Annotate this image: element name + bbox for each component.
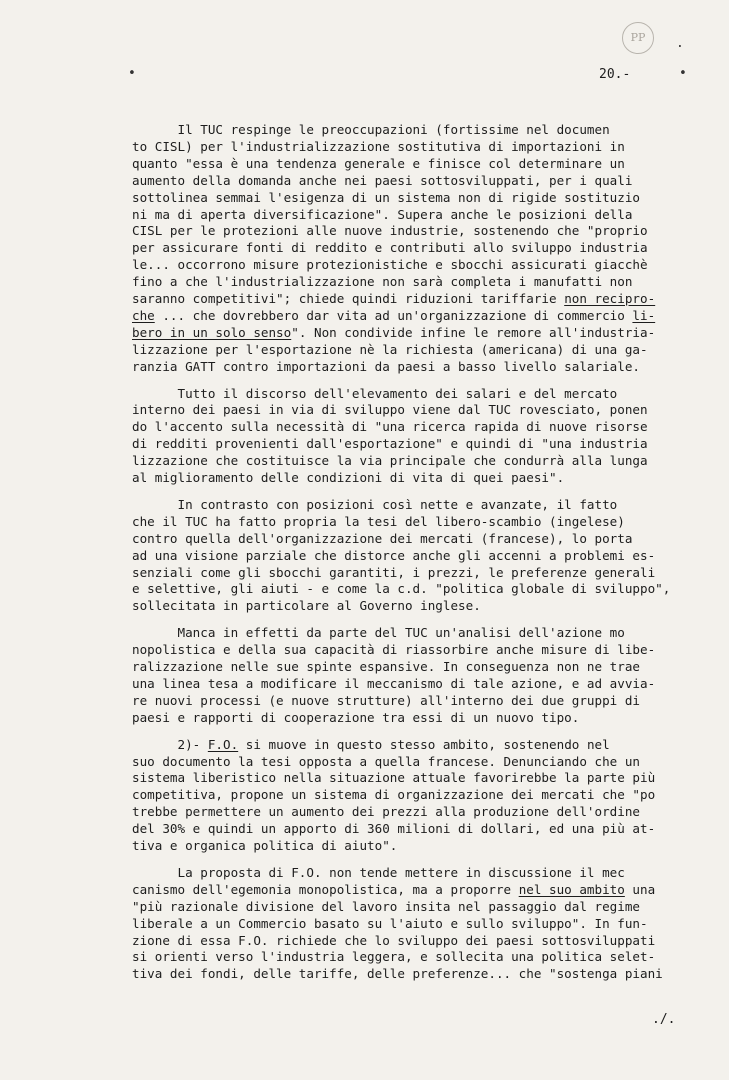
text-line <box>132 291 717 307</box>
text-segment: una <box>624 881 656 897</box>
text-segment: ralizzazione nelle sue spinte espansive. In conseguenza non ne trae <box>132 659 640 674</box>
text-line <box>132 865 717 881</box>
margin-dot: • <box>679 66 687 81</box>
text-segment: In contrasto con posizioni così nette e avanzate, il fatto <box>132 496 618 512</box>
text-segment: sollecitata in particolare al Governo inglese. <box>132 598 481 614</box>
underlined-text: li- <box>632 307 656 323</box>
text-line <box>132 754 717 770</box>
text-segment: do l'accento sulla necessità di "una ricerca rapida di nuove risorse <box>132 419 648 435</box>
text-segment: interno dei paesi in via di sviluppo viene dal TUC rovesciato, ponen <box>132 402 648 418</box>
text-line <box>132 659 717 675</box>
text-segment: ni ma di aperta diversificazione". Supera anche le posizioni della <box>132 206 633 222</box>
text-line <box>132 531 717 547</box>
text-line <box>132 156 717 172</box>
text-segment: aumento della domanda anche nei paesi sottosviluppati, per i quali <box>132 172 633 188</box>
text-line <box>132 676 717 692</box>
text-line <box>132 882 717 898</box>
text-segment: Il TUC respinge le preoccupazioni (fortissime nel documen <box>132 122 610 137</box>
text-line <box>132 966 717 982</box>
text-segment: to CISL) per l'industrializzazione sostitutiva di importazioni in <box>132 138 625 154</box>
text-line <box>132 737 717 753</box>
text-segment: Tutto il discorso dell'elevamento dei salari e del mercato <box>132 385 618 401</box>
text-line <box>132 190 717 206</box>
text-segment: senziali come gli sbocchi garantiti, i prezzi, le preferenze generali <box>132 564 656 580</box>
text-line <box>132 436 717 452</box>
text-segment: tiva dei fondi, delle tariffe, delle preferenze... che "sostenga piani <box>132 966 663 982</box>
text-line <box>132 933 717 949</box>
text-line <box>132 770 717 786</box>
underlined-text: non recipro- <box>564 291 656 306</box>
text-segment: ... che dovrebbero dar vita ad un'organizzazione di commercio <box>154 307 633 323</box>
text-segment: 2)- <box>132 736 208 752</box>
text-segment: ad una visione parziale che distorce anche gli accenni a problemi es- <box>132 547 656 563</box>
text-segment: quanto "essa è una tendenza generale e finisce col determinare un <box>132 155 625 171</box>
text-segment: lizzazione per l'esportazione nè la richiesta (americana) di una ga- <box>132 341 648 357</box>
text-line <box>132 419 717 435</box>
text-line <box>132 207 717 223</box>
text-segment: paesi e rapporti di cooperazione tra essi di un nuovo tipo. <box>132 709 580 725</box>
text-segment: per assicurare fonti di reddito e contributi allo sviluppo industria <box>132 240 648 256</box>
text-line <box>132 402 717 418</box>
text-line <box>132 787 717 803</box>
text-line <box>132 642 717 658</box>
text-segment: che il TUC ha fatto propria la tesi del libero-scambio (ingelese) <box>132 513 625 529</box>
text-line <box>132 710 717 726</box>
text-line <box>132 548 717 564</box>
text-line <box>132 598 717 614</box>
margin-dot: . <box>676 36 684 51</box>
text-line <box>132 325 717 341</box>
text-segment: le... occorrono misure protezionistiche e sbocchi assicurati giacchè <box>132 257 648 273</box>
text-line <box>132 693 717 709</box>
text-line <box>132 821 717 837</box>
text-segment: si muove in questo stesso ambito, sostenendo nel <box>238 736 610 752</box>
text-line <box>132 514 717 530</box>
text-line <box>132 223 717 239</box>
margin-dot: • <box>128 66 136 81</box>
text-line <box>132 899 717 915</box>
text-line <box>132 916 717 932</box>
underlined-text: F.O. <box>207 736 239 752</box>
continuation-mark: ./. <box>652 1012 676 1027</box>
text-segment: ranzia GATT contro importazioni da paesi a basso livello salariale. <box>132 358 640 374</box>
text-segment: una linea tesa a modificare il meccanismo di tale azione, e ad avvia- <box>132 675 656 691</box>
underlined-text: che <box>132 307 155 323</box>
text-segment: tiva e organica politica di aiuto". <box>132 838 398 853</box>
text-line <box>132 359 717 375</box>
text-segment: CISL per le protezioni alle nuove industrie, sostenendo che "proprio <box>132 223 648 239</box>
text-segment: nopolistica e della sua capacità di riassorbire anche misure di libe- <box>132 642 656 658</box>
text-line <box>132 257 717 273</box>
underlined-text: bero in un solo senso <box>132 324 292 340</box>
text-segment: al miglioramento delle condizioni di vita di quei paesi". <box>132 470 565 485</box>
text-segment: del 30% e quindi un apporto di 360 milioni di dollari, ed una più at- <box>132 821 656 837</box>
text-segment: liberale a un Commercio basato su l'aiuto e sullo sviluppo". In fun- <box>132 915 648 931</box>
text-segment: sistema liberistico nella situazione attuale favorirebbe la parte più <box>132 770 656 786</box>
archive-stamp: PP <box>622 22 654 54</box>
text-segment: sottolinea semmai l'esigenza di un sistema non di rigide sostituzio <box>132 189 640 205</box>
text-line <box>132 240 717 256</box>
text-line <box>132 453 717 469</box>
text-line <box>132 949 717 965</box>
text-segment: fino a che l'industrializzazione non sarà completa i manufatti non <box>132 274 633 290</box>
text-segment: zione di essa F.O. richiede che lo sviluppo dei paesi sottosviluppati <box>132 932 656 948</box>
text-line <box>132 838 717 854</box>
text-line <box>132 470 717 486</box>
text-line <box>132 139 717 155</box>
text-segment: re nuovi processi (e nuove strutture) all'interno dei due gruppi di <box>132 692 640 708</box>
text-line <box>132 386 717 402</box>
text-segment: saranno competitivi"; chiede quindi riduzioni tariffarie <box>132 291 565 306</box>
text-segment: La proposta di F.O. non tende mettere in discussione il mec <box>132 864 625 880</box>
text-line <box>132 274 717 290</box>
text-line <box>132 804 717 820</box>
text-segment: trebbe permettere un aumento dei prezzi alla produzione dell'ordine <box>132 804 640 820</box>
text-segment: ". Non condivide infine le remore all'industria- <box>291 324 656 340</box>
text-segment: suo documento la tesi opposta a quella francese. Denunciando che un <box>132 753 640 769</box>
text-segment: si orienti verso l'industria leggera, e sollecita una politica selet- <box>132 949 656 965</box>
page-number: 20.- <box>599 67 631 82</box>
text-line <box>132 497 717 513</box>
text-line <box>132 173 717 189</box>
text-line <box>132 342 717 358</box>
text-segment: competitiva, propone un sistema di organizzazione dei mercati che "po <box>132 787 656 803</box>
text-line <box>132 122 717 138</box>
text-line <box>132 581 717 597</box>
text-segment: e selettive, gli aiuti - e come la c.d. "politica globale di sviluppo", <box>132 581 671 597</box>
text-segment: canismo dell'egemonia monopolistica, ma a proporre <box>132 881 519 897</box>
text-segment: Manca in effetti da parte del TUC un'analisi dell'azione mo <box>132 625 625 641</box>
text-segment: contro quella dell'organizzazione dei mercati (francese), lo porta <box>132 530 633 546</box>
underlined-text: nel suo ambito <box>518 881 625 897</box>
text-segment: lizzazione che costituisce la via principale che condurrà alla lunga <box>132 453 648 469</box>
text-line <box>132 625 717 641</box>
text-segment: di redditi provenienti dall'esportazione" e quindi di "una industria <box>132 436 648 452</box>
text-line <box>132 308 717 324</box>
text-line <box>132 565 717 581</box>
text-segment: "più razionale divisione del lavoro insita nel passaggio dal regime <box>132 898 640 914</box>
